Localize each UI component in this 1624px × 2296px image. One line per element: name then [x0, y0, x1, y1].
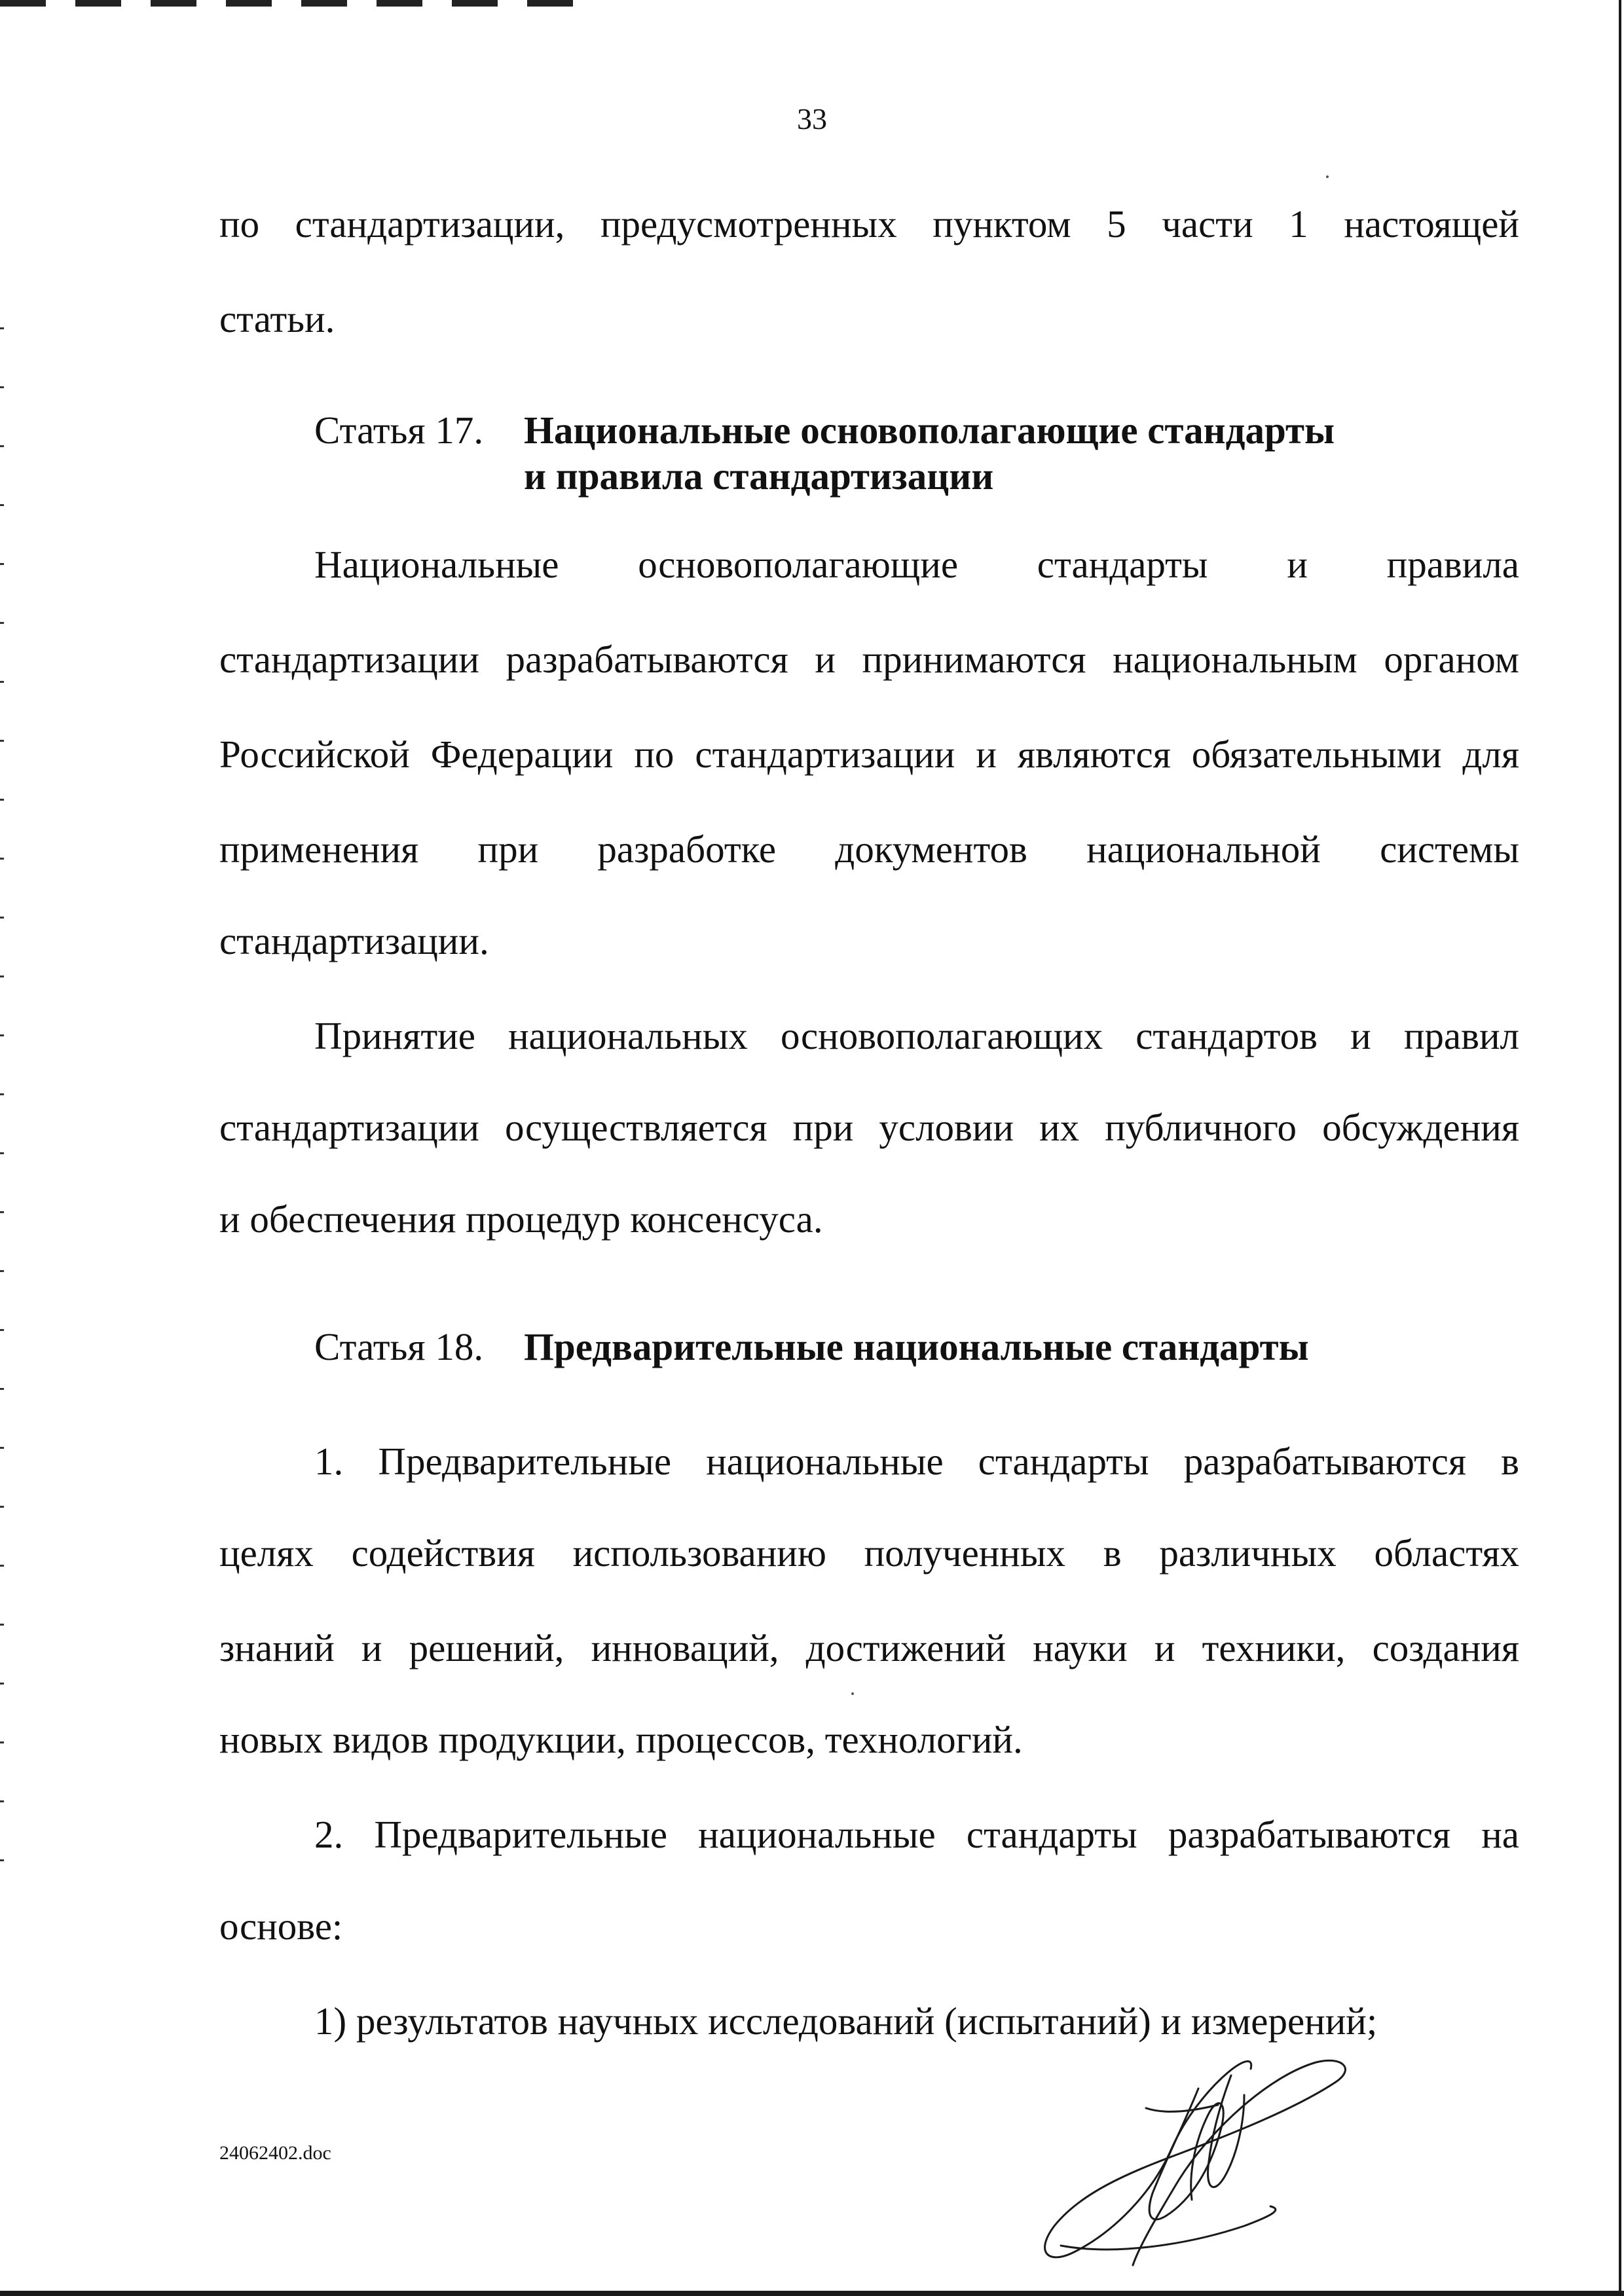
article-18-subitem-1: 1) результатов научных исследований (испытаний) и измерений;	[314, 1999, 1378, 2043]
article-17-para-2-line-2: стандартизации осуществляется при условии их публичного обсуждения	[219, 1106, 1519, 1149]
scan-speck	[1326, 175, 1329, 178]
article-18-item-1-line-4: новых видов продукции, процессов, технологий.	[219, 1718, 1023, 1761]
article-17-heading	[314, 409, 1335, 451]
scan-speck	[851, 1692, 854, 1695]
article-17-title-line-2: и правила стандартизации	[524, 454, 994, 498]
scan-artifact-top	[0, 0, 576, 7]
article-17-para-2-line-3: и обеспечения процедур консенсуса.	[219, 1197, 823, 1241]
article-17-para-1-line-5: стандартизации.	[219, 919, 489, 962]
article-18-label: Статья 18.	[314, 1325, 484, 1368]
article-17-para-1-line-3: Российской Федерации по стандартизации и являются обязательными для	[219, 733, 1519, 776]
article-18-item-1-line-1: 1. Предварительные национальные стандарты разрабатываются в	[314, 1440, 1519, 1483]
article-17-para-1-line-1: Национальные основополагающие стандарты и правила	[314, 543, 1519, 586]
article-18-item-1-line-3: знаний и решений, инноваций, достижений науки и техники, создания	[219, 1626, 1519, 1669]
scan-artifact-bottom-border	[0, 2291, 1624, 2296]
article-17-para-2-line-1: Принятие национальных основополагающих стандартов и правил	[314, 1014, 1519, 1057]
article-18-title: Предварительные национальные стандарты	[524, 1325, 1309, 1368]
article-17-para-1-line-4: применения при разработке документов национальной системы	[219, 828, 1519, 871]
handwritten-signature	[1035, 2030, 1362, 2278]
intro-line-1: по стандартизации, предусмотренных пунктом 5 части 1 настоящей	[219, 202, 1519, 246]
page-number: 33	[797, 102, 827, 136]
article-18-item-2-line-1: 2. Предварительные национальные стандарты разрабатываются на	[314, 1813, 1519, 1856]
article-18-item-2-line-2: основе:	[219, 1904, 343, 1948]
intro-line-2: статьи.	[219, 297, 335, 340]
article-17-label: Статья 17.	[314, 409, 484, 452]
article-17-title-line-1: Национальные основополагающие стандарты	[524, 409, 1335, 452]
document-code: 24062402.doc	[219, 2142, 331, 2164]
scan-artifact-right-border	[1619, 0, 1621, 2296]
scan-artifact-left	[0, 327, 4, 1899]
article-18-heading	[314, 1326, 1309, 1368]
article-17-para-1-line-2: стандартизации разрабатываются и принимаются национальным органом	[219, 638, 1519, 681]
article-18-item-1-line-2: целях содействия использованию полученных в различных областях	[219, 1531, 1519, 1575]
